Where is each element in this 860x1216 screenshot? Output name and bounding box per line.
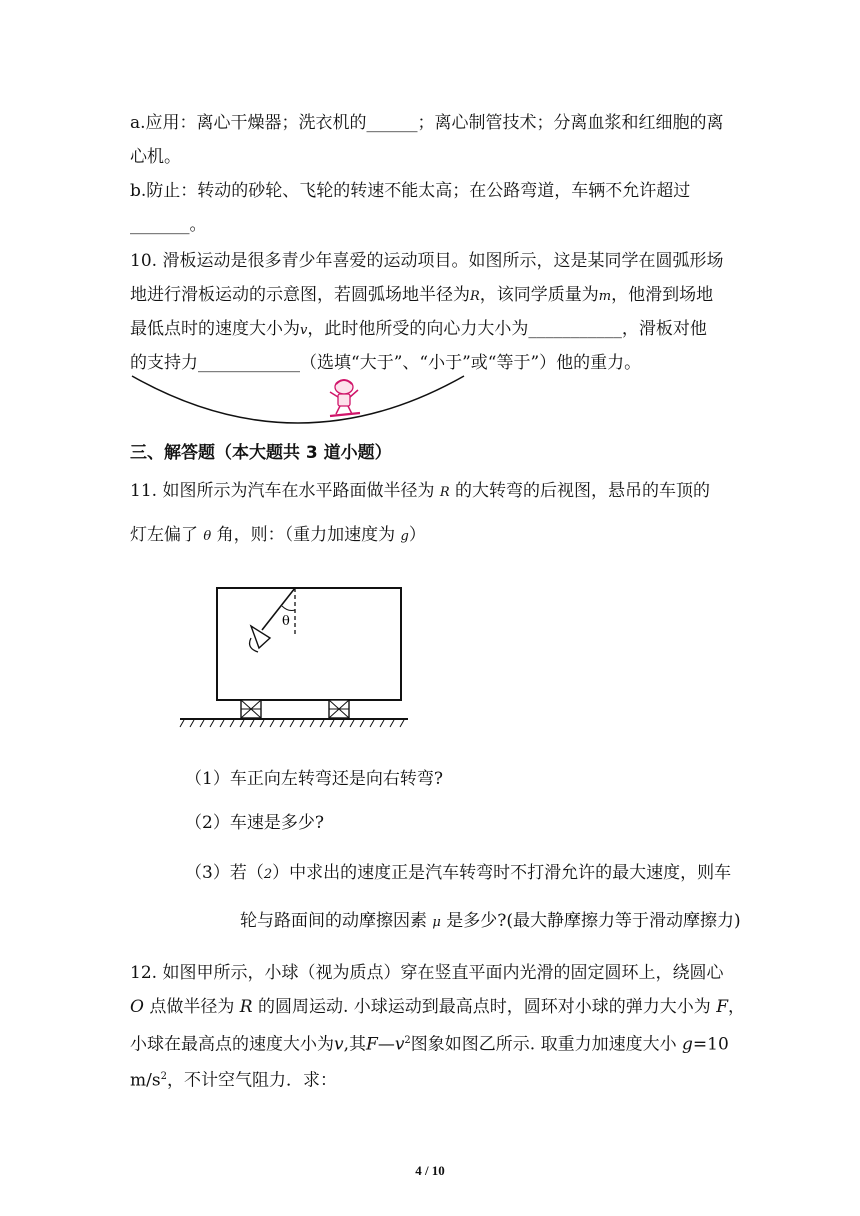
superscript: 2 [404, 1035, 411, 1046]
lamp-cord [262, 588, 295, 630]
symbol-v: v [300, 323, 308, 338]
text: 的圆周运动. 小球运动到最高点时，圆环对小球的弹力大小为 [252, 997, 717, 1017]
text: 轮与路面间的动摩擦因素 [240, 911, 433, 931]
text: ） [408, 525, 426, 545]
text: — [377, 1034, 395, 1055]
symbol-r: R [439, 485, 450, 500]
lamp-icon [250, 626, 270, 652]
question-10-line-1 [130, 250, 723, 272]
text: （3）若（ [185, 863, 264, 883]
car-body [217, 588, 401, 700]
symbol-m: m [598, 289, 612, 304]
symbol-o: O [130, 997, 144, 1017]
arc-track [132, 376, 464, 423]
text-line-a2 [130, 146, 181, 168]
text: m/s [130, 1070, 161, 1091]
text: b.防止：转动的砂轮、飞轮的转速不能太高；在公路弯道，车辆不允许超过 [130, 181, 691, 201]
symbol-v: v [334, 1034, 344, 1055]
symbol-f: F [716, 997, 728, 1017]
question-12-line-4 [130, 1066, 337, 1092]
text: ， [727, 997, 745, 1017]
text-line-a1 [130, 112, 724, 134]
text: ，此时他所受的向心力大小为___________，滑板对他 [307, 319, 707, 339]
text: 图象如图乙所示. 取重力加速度大小 [410, 1034, 683, 1055]
question-10-line-4 [130, 352, 641, 374]
text: ）中求出的速度正是汽车转弯时不打滑允许的最大速度，则车 [272, 863, 732, 883]
text: 的支持力____________（选填“大于”、“小于”或“等于”）他的重力。 [130, 353, 642, 373]
symbol-g: g [400, 529, 409, 544]
text: 11. 如图所示为汽车在水平路面做半径为 [130, 481, 440, 501]
text: 是多少?(最大静摩擦力等于滑动摩擦力) [440, 911, 741, 931]
symbol-v: v [394, 1034, 405, 1055]
text: 的大转弯的后视图，悬吊的车顶的 [449, 481, 711, 501]
question-11-sub-3 [185, 862, 731, 886]
question-11-sub-1 [185, 768, 443, 790]
text: （1）车正向左转弯还是向右转弯? [185, 769, 443, 789]
question-12-line-1 [130, 962, 723, 984]
text: （2）车速是多少? [185, 813, 324, 833]
text: 12. 如图甲所示，小球（视为质点）穿在竖直平面内光滑的固定圆环上，绕圆心 [130, 963, 724, 983]
text: ，他滑到场地 [611, 285, 714, 305]
right-wheel [329, 700, 349, 718]
text: 灯左偏了 [130, 525, 204, 545]
angle-label: θ [282, 614, 290, 629]
text: ，不计空气阻力．求： [166, 1070, 337, 1091]
angle-arc [282, 606, 295, 611]
section-heading [130, 442, 392, 464]
text: 10. 滑板运动是很多青少年喜爱的运动项目。如图所示，这是某同学在圆弧形场 [130, 251, 724, 271]
skateboard-arc-figure [128, 374, 468, 432]
question-11-sub-3-cont [240, 910, 741, 934]
symbol-mu: μ [432, 915, 441, 930]
text: 点做半径为 [143, 997, 240, 1017]
question-12-line-2 [130, 996, 745, 1018]
question-11-line-2 [130, 524, 426, 548]
question-11-line-1 [130, 480, 710, 504]
text: 角，则：（重力加速度为 [211, 525, 401, 545]
symbol-theta: θ [203, 529, 212, 544]
symbol-g: g [682, 1034, 693, 1055]
ground-hatching [180, 720, 404, 727]
text: ,其 [343, 1034, 367, 1055]
superscript: 2 [160, 1071, 167, 1082]
text: =10 [692, 1034, 729, 1055]
text-line-b1 [130, 180, 690, 202]
question-11-sub-2 [185, 812, 324, 834]
text: 心机。 [130, 147, 181, 167]
text: 小球在最高点的速度大小为 [130, 1034, 334, 1055]
text-line-b2 [130, 214, 207, 236]
text: a.应用：离心干燥器；洗衣机的______；离心制管技术；分离血浆和红细胞的离 [130, 113, 724, 133]
car-rear-view-figure [178, 582, 410, 742]
text: 最低点时的速度大小为 [130, 319, 300, 339]
symbol-f: F [366, 1034, 378, 1055]
question-10-line-3 [130, 318, 707, 342]
text: ，该同学质量为 [479, 285, 599, 305]
symbol-2: 2 [263, 867, 273, 882]
question-10-line-2 [130, 284, 713, 308]
question-12-line-3 [130, 1030, 729, 1056]
symbol-r: R [470, 289, 480, 304]
text: _______。 [130, 215, 207, 235]
left-wheel [241, 700, 261, 718]
symbol-r: R [239, 997, 253, 1017]
skater-icon [330, 380, 360, 416]
text: 地进行滑板运动的示意图，若圆弧场地半径为 [130, 285, 470, 305]
page-number: 4 / 10 [415, 1163, 445, 1178]
text: 三、解答题（本大题共 3 道小题） [130, 443, 392, 463]
